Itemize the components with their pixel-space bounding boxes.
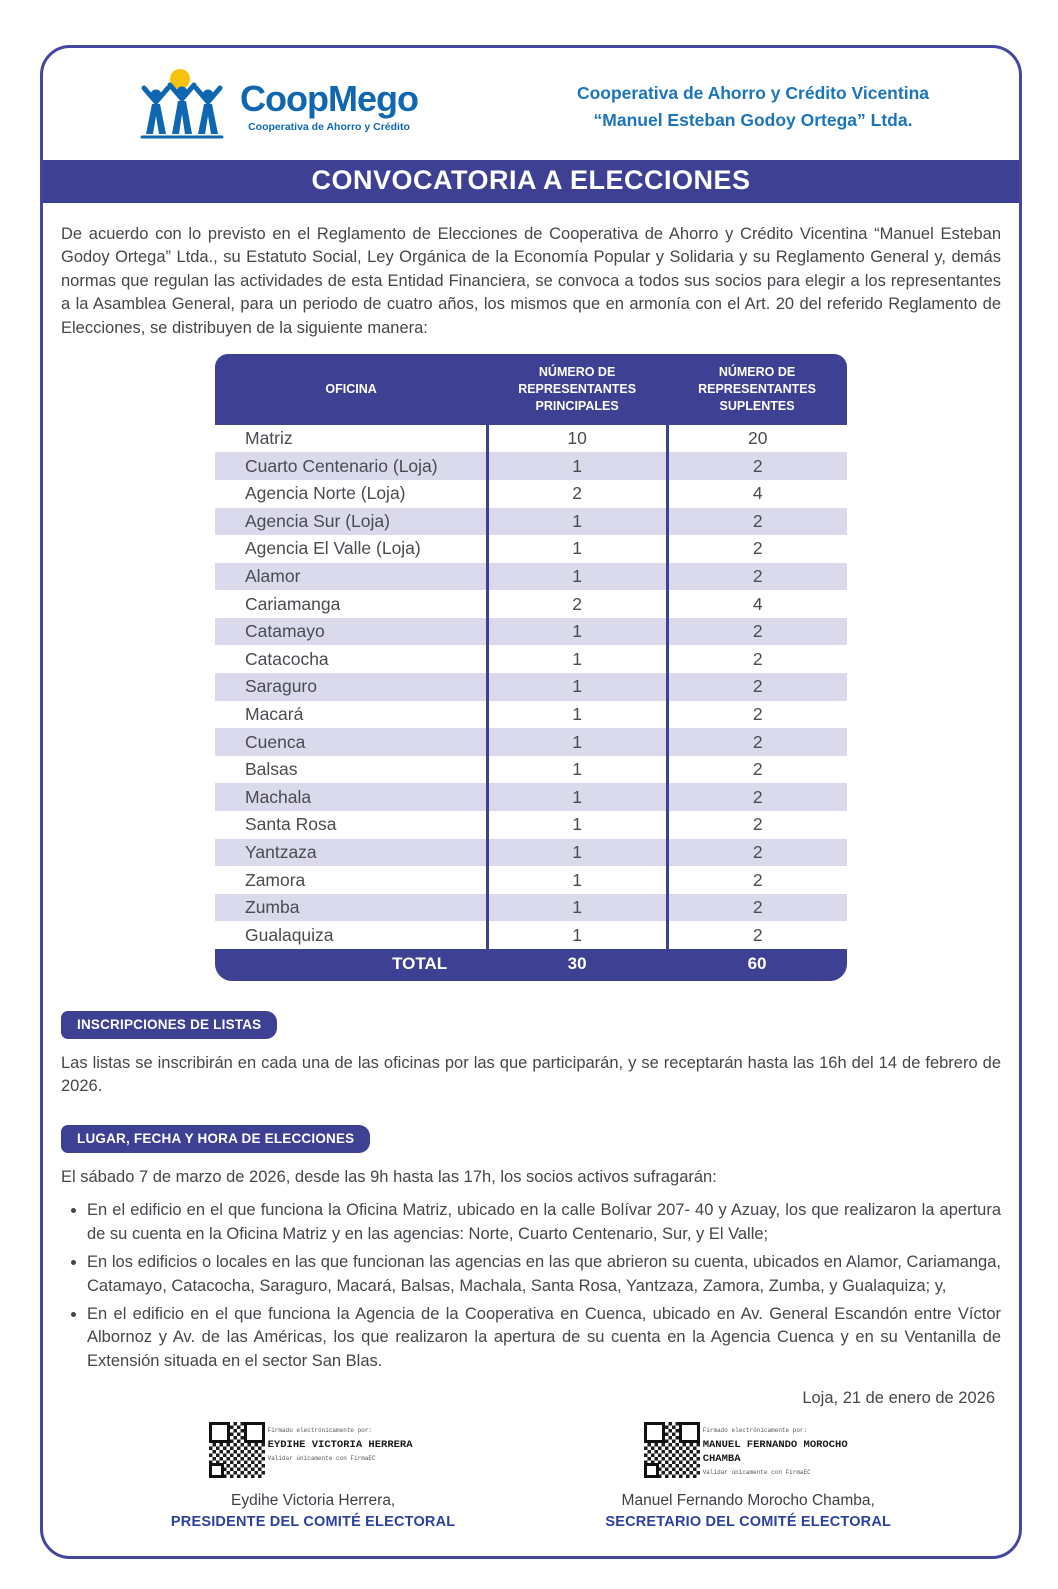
principales-cell: 2 (487, 590, 667, 618)
table-row (215, 425, 847, 453)
principales-cell: 1 (487, 645, 667, 673)
office-cell: Saraguro (245, 676, 317, 697)
office-cell: Agencia Sur (Loja) (245, 510, 390, 531)
page-title: CONVOCATORIA A ELECCIONES (43, 160, 1019, 203)
table-header-row (215, 354, 847, 425)
table-row (215, 866, 847, 894)
table-row (215, 590, 847, 618)
representatives-table (215, 354, 847, 981)
principales-cell: 1 (487, 839, 667, 867)
qr-finder-icon (644, 1463, 659, 1478)
principales-cell: 1 (487, 894, 667, 922)
signed-name: EYDIHE VICTORIA HERRERA (267, 1438, 413, 1451)
logo-name: CoopMego (240, 78, 418, 119)
qr-code-icon (644, 1422, 700, 1478)
qr-code-icon (209, 1422, 265, 1478)
suplentes-cell: 2 (667, 866, 847, 894)
qr-finder-icon (209, 1463, 224, 1478)
table-row (215, 756, 847, 784)
intro-paragraph: De acuerdo con lo previsto en el Reglamento de Elecciones de Cooperativa de Ahorro y Crédito Vicentina “Manuel Esteban Godoy Ortega” Ltda., su Estatuto Social, Ley Orgánica de la Economía Popular y Solidaria y su Reglamento General y, demás normas que regulan las actividades de esta Entidad Financiera, se convoca a todos sus socios para elegir a los representantes a la Asamblea General, para un periodo de cuatro años, los mismos que en armonía con el Art. 20 del referido Reglamento de Elecciones, se distribuyen de la siguiente manera: (61, 225, 1001, 337)
office-cell: Alamor (245, 566, 301, 586)
suplentes-cell: 4 (667, 480, 847, 508)
list-item-agencia-cuenca: • En el edificio en el que funciona la Agencia de la Cooperativa en Cuenca, ubicado en Av. General Escandón entre Víctor Albornoz y Av. de las Américas, los que realizaron la apertura de su cuenta en la Agencia Cuenca y en su Ventanilla de Extensión situada en el sector San Blas. (87, 1303, 1001, 1373)
total-principales: 30 (487, 949, 667, 981)
principales-cell: 2 (487, 480, 667, 508)
table-row (215, 811, 847, 839)
office-cell: Agencia Norte (Loja) (245, 483, 406, 504)
principales-cell: 1 (487, 921, 667, 949)
table-row (215, 673, 847, 701)
table-row (215, 783, 847, 811)
suplentes-cell: 2 (667, 452, 847, 480)
office-cell: Cuarto Centenario (Loja) (245, 455, 438, 476)
stamp-text (268, 1422, 418, 1463)
suplentes-cell: 2 (667, 811, 847, 839)
suplentes-cell: 2 (667, 563, 847, 591)
suplentes-cell: 2 (667, 618, 847, 646)
principales-cell: 1 (487, 535, 667, 563)
inscripciones-paragraph: Las listas se inscribirán en cada una de las oficinas por las que participarán, y se receptarán hasta las 16h del 14 de febrero de 2026. (61, 1054, 1001, 1096)
document-date: Loja, 21 de enero de 2026 (802, 1389, 995, 1408)
principales-cell: 1 (487, 811, 667, 839)
principales-cell: 1 (487, 728, 667, 756)
signatory-name: Manuel Fernando Morocho Chamba, (621, 1492, 875, 1510)
suplentes-cell: 2 (667, 645, 847, 673)
total-suplentes: 60 (667, 949, 847, 981)
signatures-row (61, 1422, 1001, 1530)
table-total-row (215, 949, 847, 981)
column-header-principales: NÚMERO DE REPRESENTANTES PRINCIPALES (487, 354, 667, 425)
suplentes-cell: 2 (667, 839, 847, 867)
suplentes-cell: 2 (667, 783, 847, 811)
signature-presidente (171, 1422, 455, 1530)
principales-cell: 1 (487, 783, 667, 811)
office-cell: Catamayo (245, 621, 325, 642)
office-cell: Zumba (245, 897, 300, 918)
organization-line1: Cooperativa de Ahorro y Crédito Vicentina (576, 82, 929, 103)
office-cell: Santa Rosa (245, 814, 337, 835)
document-header (43, 48, 1019, 160)
suplentes-cell: 4 (667, 590, 847, 618)
document-body (43, 223, 1019, 1556)
office-cell: Machala (245, 786, 312, 807)
principales-cell: 1 (487, 673, 667, 701)
section-title-inscripciones: INSCRIPCIONES DE LISTAS (61, 1011, 277, 1039)
office-cell: Cariamanga (245, 593, 341, 614)
office-cell: Gualaquiza (245, 924, 334, 945)
organization-line2: “Manuel Esteban Godoy Ortega” Ltda. (593, 110, 913, 130)
office-cell: Balsas (245, 759, 298, 780)
table-row (215, 839, 847, 867)
column-header-oficina: OFICINA (215, 354, 487, 425)
signature-note: Validar únicamente con FirmaEC (702, 1468, 811, 1476)
table-row (215, 645, 847, 673)
principales-cell: 1 (487, 866, 667, 894)
logo-text (240, 78, 418, 133)
organization-name (577, 80, 929, 134)
column-header-suplentes: NÚMERO DE REPRESENTANTES SUPLENTES (667, 354, 847, 425)
table-row (215, 728, 847, 756)
suplentes-cell: 2 (667, 673, 847, 701)
office-cell: Yantzaza (245, 841, 317, 862)
suplentes-cell: 2 (667, 894, 847, 922)
signed-name: MANUEL FERNANDO MOROCHO CHAMBA (702, 1438, 848, 1465)
suplentes-cell: 2 (667, 756, 847, 784)
office-cell: Cuenca (245, 731, 306, 752)
table-row (215, 563, 847, 591)
list-item-agencias: • En los edificios o locales en las que funcionan las agencias en las que abrieron su cuenta, ubicados en Alamor, Cariamanga, Catamayo, Catacocha, Saraguro, Macará, Balsas, Machala, Santa Rosa, Yantzaza, Zamora, Zumba, y Gualaquiza; y, (87, 1251, 1001, 1298)
signatory-name: Eydihe Victoria Herrera, (230, 1492, 396, 1510)
table-row (215, 894, 847, 922)
signed-by-label: Firmado electrónicamente por: (267, 1427, 373, 1435)
electronic-signature-stamp (644, 1422, 853, 1478)
list-item-oficina-matriz: • En el edificio en el que funciona la Oficina Matriz, ubicado en la calle Bolívar 207- 40 y Azuay, los que realizaron la apertura de su cuenta en la Oficina Matriz y en las agencias: Norte, Cuarto Centenario, Sur, y El Valle; (87, 1199, 1001, 1246)
total-label: TOTAL (215, 949, 487, 981)
office-cell: Matriz (245, 428, 293, 449)
principales-cell: 1 (487, 701, 667, 729)
table-row (215, 618, 847, 646)
document-page (40, 45, 1022, 1559)
signature-note: Validar únicamente con FirmaEC (267, 1454, 376, 1462)
coopmego-people-icon (138, 68, 230, 146)
table-row (215, 508, 847, 536)
suplentes-cell: 2 (667, 701, 847, 729)
table-row (215, 535, 847, 563)
coopmego-logo (138, 68, 418, 146)
signatory-role: PRESIDENTE DEL COMITÉ ELECTORAL (170, 1514, 456, 1531)
table-row (215, 452, 847, 480)
suplentes-cell: 2 (667, 921, 847, 949)
voting-locations-list (69, 1199, 1001, 1373)
lugar-intro-paragraph: El sábado 7 de marzo de 2026, desde las 9h hasta las 17h, los socios activos sufragarán: (61, 1167, 717, 1186)
suplentes-cell: 2 (667, 508, 847, 536)
office-cell: Catacocha (245, 648, 329, 669)
suplentes-cell: 20 (667, 425, 847, 453)
principales-cell: 10 (487, 425, 667, 453)
office-cell: Macará (245, 703, 304, 724)
table-row (215, 480, 847, 508)
suplentes-cell: 2 (667, 728, 847, 756)
office-cell: Zamora (245, 869, 306, 890)
signed-by-label: Firmado electrónicamente por: (702, 1427, 808, 1435)
logo-tagline: Cooperativa de Ahorro y Crédito (248, 121, 410, 133)
principales-cell: 1 (487, 756, 667, 784)
suplentes-cell: 2 (667, 535, 847, 563)
signatory-role: SECRETARIO DEL COMITÉ ELECTORAL (605, 1514, 892, 1531)
principales-cell: 1 (487, 452, 667, 480)
principales-cell: 1 (487, 508, 667, 536)
section-title-lugar-fecha-hora: LUGAR, FECHA Y HORA DE ELECCIONES (61, 1125, 370, 1153)
office-cell: Agencia El Valle (Loja) (245, 538, 421, 559)
electronic-signature-stamp (209, 1422, 418, 1478)
table-row (215, 921, 847, 949)
principales-cell: 1 (487, 563, 667, 591)
table-row (215, 701, 847, 729)
signature-secretario (605, 1422, 891, 1530)
principales-cell: 1 (487, 618, 667, 646)
stamp-text (703, 1422, 853, 1477)
